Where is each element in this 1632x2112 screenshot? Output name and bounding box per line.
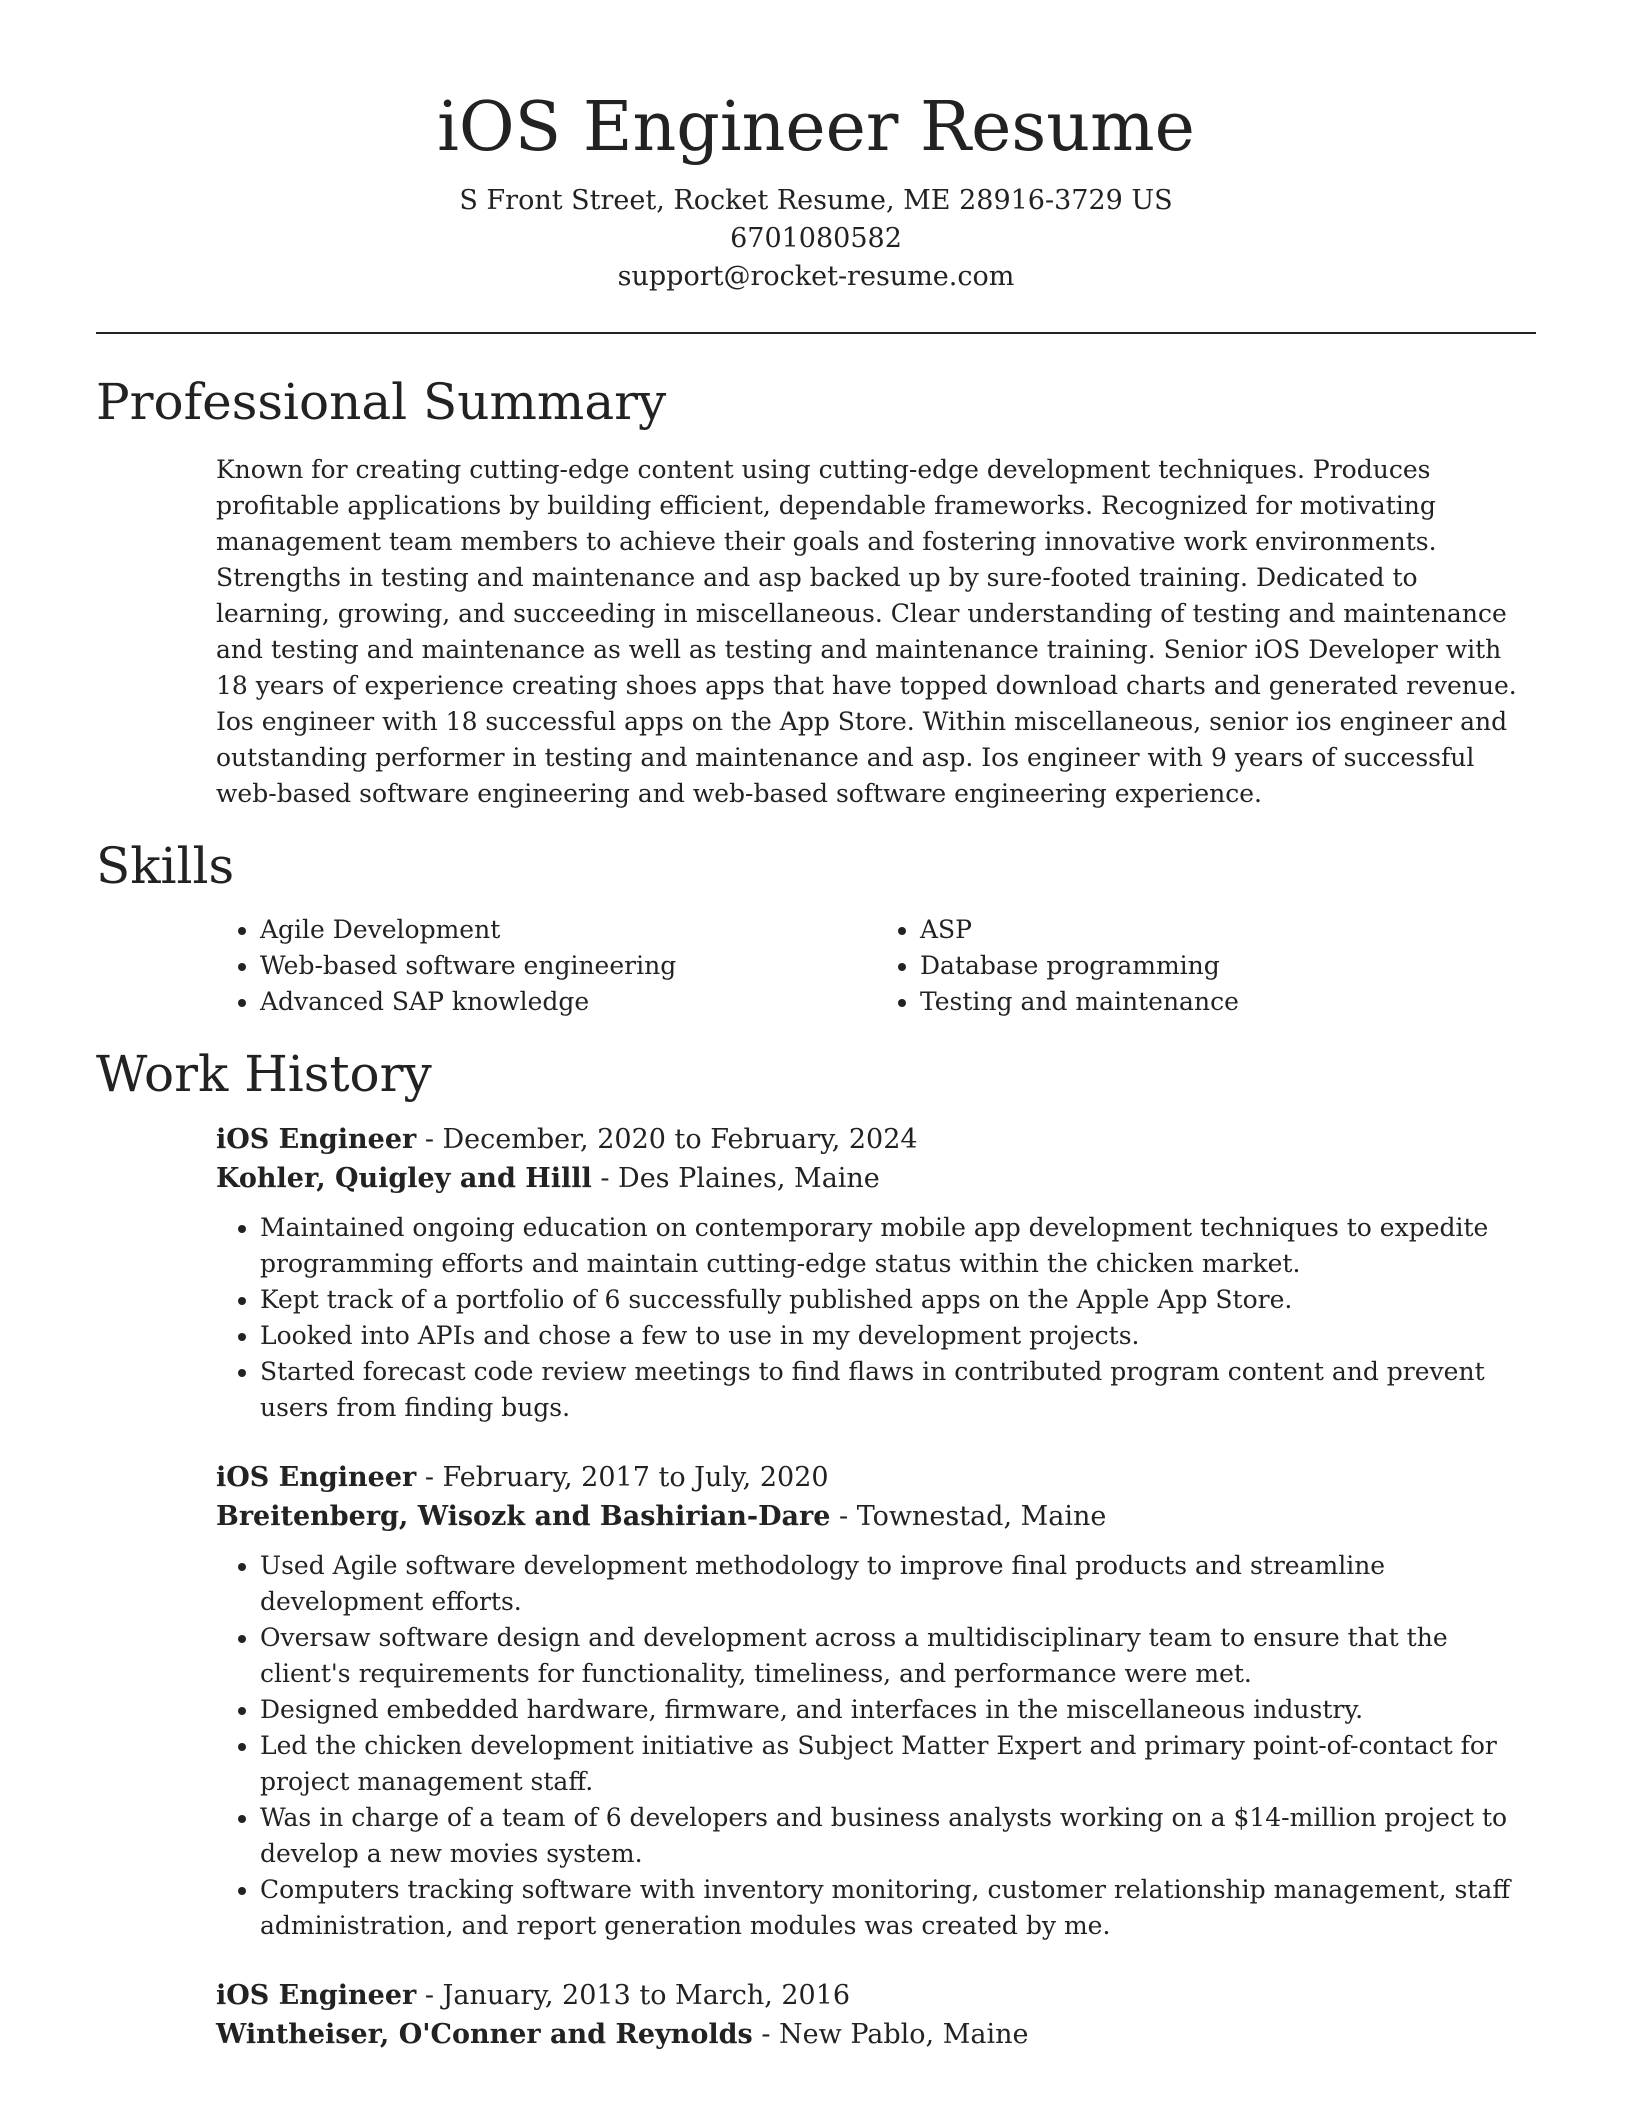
job-dates: - December, 2020 to February, 2024 <box>416 1124 918 1155</box>
job-dates: - January, 2013 to March, 2016 <box>416 1980 851 2011</box>
company-name: Breitenberg, Wisozk and Bashirian-Dare <box>216 1501 831 1532</box>
job-location: - Des Plaines, Maine <box>591 1163 880 1194</box>
job-location: - New Pablo, Maine <box>752 2019 1029 2050</box>
job-bullet: • Kept track of a portfolio of 6 successfully published apps on the Apple App Store. <box>260 1282 1536 1318</box>
skills-column-left <box>216 912 876 1020</box>
skill-item: • Testing and maintenance <box>920 984 1536 1020</box>
section-title-skills: Skills <box>96 837 235 895</box>
job-bullet: • Started forecast code review meetings to find flaws in contributed program content and prevent users from finding bugs. <box>260 1354 1536 1426</box>
job-title-line <box>216 1976 1536 2015</box>
job-bullet: • Led the chicken development initiative as Subject Matter Expert and primary point-of-contact for project management staff. <box>260 1728 1536 1800</box>
section-title-work-history: Work History <box>96 1045 432 1103</box>
company-name: Wintheiser, O'Conner and Reynolds <box>216 2019 753 2050</box>
summary-text: Known for creating cutting-edge content using cutting-edge development techniques. Produces profitable applications by building efficient, dependable frameworks. Recognized for motivating management team members to achieve their goals and fostering innovative work environments. Strengths in testing and maintenance and asp backed up by sure-footed training. Dedicated to learning, growing, and succeeding in miscellaneous. Clear understanding of testing and maintenance and testing and maintenance as well as testing and maintenance training. Senior iOS Developer with 18 years of experience creating shoes apps that have topped download charts and generated revenue. Ios engineer with 18 successful apps on the App Store. Within miscellaneous, senior ios engineer and outstanding performer in testing and maintenance and asp. Ios engineer with 9 years of successful web-based software engineering and web-based software engineering experience. <box>216 455 1517 808</box>
skills-column-right <box>876 912 1536 1020</box>
job-bullet: • Computers tracking software with inventory monitoring, customer relationship management, staff administration, and report generation modules was created by me. <box>260 1872 1536 1944</box>
job-bullet: • Looked into APIs and chose a few to use in my development projects. <box>260 1318 1536 1354</box>
section-title-summary: Professional Summary <box>96 373 667 431</box>
skills-list <box>216 912 1536 1020</box>
resume-header <box>96 0 1536 296</box>
job-bullets <box>216 1548 1536 1944</box>
header-divider <box>96 332 1536 334</box>
job-entry <box>216 1120 1536 1426</box>
job-location: - Townestad, Maine <box>830 1501 1107 1532</box>
skill-item: • Agile Development <box>260 912 876 948</box>
skill-item: • Advanced SAP knowledge <box>260 984 876 1020</box>
job-entry <box>216 1458 1536 1944</box>
job-company-line <box>216 2015 1536 2054</box>
address: S Front Street, Rocket Resume, ME 28916-3729 US <box>459 185 1173 216</box>
company-name: Kohler, Quigley and Hilll <box>216 1163 592 1194</box>
job-title: iOS Engineer <box>216 1462 417 1493</box>
skill-item: • Web-based software engineering <box>260 948 876 984</box>
email-address: support@rocket-resume.com <box>617 261 1015 292</box>
job-title: iOS Engineer <box>216 1980 417 2011</box>
job-bullet: • Designed embedded hardware, firmware, and interfaces in the miscellaneous industry. <box>260 1692 1536 1728</box>
job-dates: - February, 2017 to July, 2020 <box>416 1462 829 1493</box>
resume-page <box>96 0 1536 2054</box>
job-bullets <box>216 1210 1536 1426</box>
job-company-line <box>216 1497 1536 1536</box>
job-title-line <box>216 1120 1536 1159</box>
phone-number: 6701080582 <box>730 223 902 254</box>
job-title: iOS Engineer <box>216 1124 417 1155</box>
skill-item: • Database programming <box>920 948 1536 984</box>
job-entry <box>216 1976 1536 2054</box>
job-bullet: • Maintained ongoing education on contemporary mobile app development techniques to expedite programming efforts and maintain cutting-edge status within the chicken market. <box>260 1210 1536 1282</box>
job-bullet: • Oversaw software design and development across a multidisciplinary team to ensure that the client's requirements for functionality, timeliness, and performance were met. <box>260 1620 1536 1692</box>
resume-title: iOS Engineer Resume <box>437 88 1195 167</box>
job-bullet: • Used Agile software development methodology to improve final products and streamline development efforts. <box>260 1548 1536 1620</box>
job-bullet: • Was in charge of a team of 6 developers and business analysts working on a $14-million project to develop a new movies system. <box>260 1800 1536 1872</box>
skill-item: • ASP <box>920 912 1536 948</box>
job-title-line <box>216 1458 1536 1497</box>
contact-block <box>96 182 1536 296</box>
job-company-line <box>216 1159 1536 1198</box>
